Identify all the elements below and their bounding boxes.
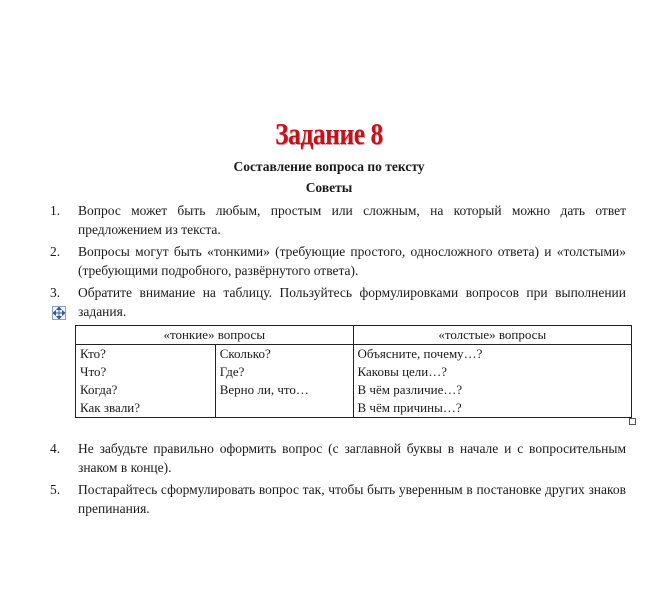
item-number: 5. bbox=[50, 482, 61, 497]
cell-text: Когда? bbox=[80, 382, 118, 397]
item-text: Постарайтесь сформулировать вопрос так, чтобы быть уверенным в постановке других знаков препинания. bbox=[78, 482, 626, 516]
tips-list-bottom bbox=[50, 439, 626, 521]
item-number: 1. bbox=[50, 203, 61, 218]
thin-col-2 bbox=[215, 345, 353, 418]
page-title: Задание 8 bbox=[275, 116, 383, 151]
item-number: 4. bbox=[50, 441, 61, 456]
cell-text: Верно ли, что… bbox=[219, 382, 309, 397]
cell-text: Объясните, почему…? bbox=[357, 346, 483, 361]
cell-text: Каковы цели…? bbox=[357, 364, 448, 379]
cell-text: В чём причины…? bbox=[357, 400, 462, 415]
cell-text: Сколько? bbox=[219, 346, 271, 361]
cell-text: Кто? bbox=[80, 346, 106, 361]
table-resize-icon[interactable] bbox=[629, 418, 636, 425]
list-item bbox=[50, 242, 626, 280]
cell-text: Что? bbox=[80, 364, 107, 379]
section-heading: Советы bbox=[305, 180, 353, 195]
table-header-row bbox=[76, 326, 632, 345]
header-thin: «тонкие» вопросы bbox=[76, 326, 354, 345]
thin-col-1 bbox=[76, 345, 216, 418]
tips-list-top bbox=[50, 201, 626, 324]
table-move-icon[interactable] bbox=[52, 306, 66, 320]
cell-text: Как звали? bbox=[80, 400, 141, 415]
list-item bbox=[50, 283, 626, 321]
subtitle: Составление вопроса по тексту bbox=[233, 159, 425, 174]
list-item bbox=[50, 201, 626, 239]
item-text: Обратите внимание на таблицу. Пользуйтесь формулировками вопросов при выполнении задания. bbox=[78, 285, 626, 319]
list-item bbox=[50, 480, 626, 518]
thick-col bbox=[353, 345, 631, 418]
header-thick: «толстые» вопросы bbox=[353, 326, 631, 345]
item-number: 3. bbox=[50, 285, 61, 300]
cell-text: В чём различие…? bbox=[357, 382, 463, 397]
item-text: Не забудьте правильно оформить вопрос (с заглавной буквы в начале и с вопросительным знаком в конце). bbox=[78, 441, 626, 475]
cell-text: Где? bbox=[219, 364, 245, 379]
item-text: Вопрос может быть любым, простым или сложным, на который можно дать ответ предложением из текста. bbox=[78, 203, 626, 237]
item-text: Вопросы могут быть «тонкими» (требующие простого, односложного ответа) и «толстыми» (требующими подробного, развёрнутого ответа). bbox=[78, 244, 626, 278]
item-number: 2. bbox=[50, 244, 61, 259]
list-item bbox=[50, 439, 626, 477]
questions-table bbox=[75, 325, 632, 418]
table-row bbox=[76, 345, 632, 418]
